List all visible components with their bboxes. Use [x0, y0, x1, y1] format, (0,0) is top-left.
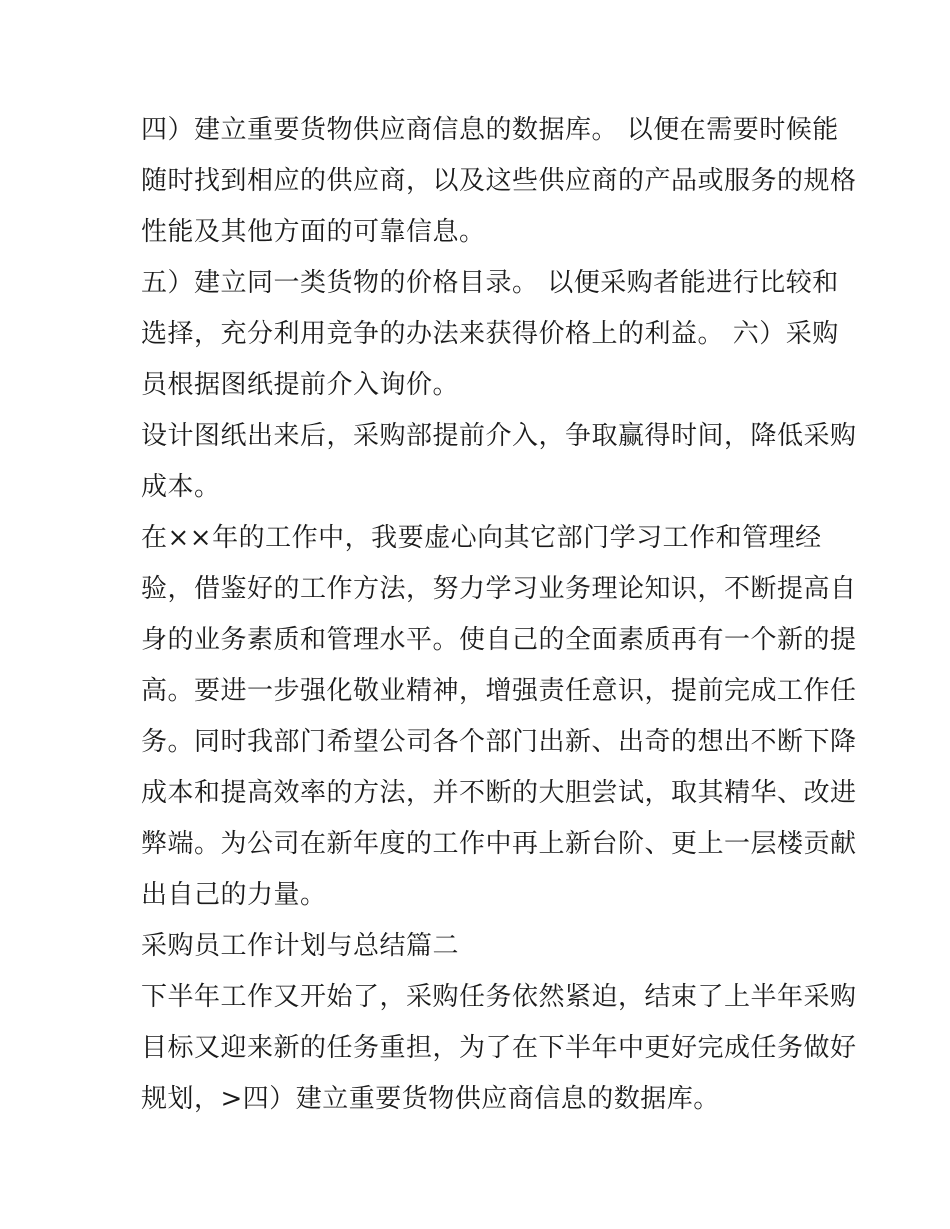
text-line: 规划，>四）建立重要货物供应商信息的数据库。	[141, 1084, 720, 1114]
text-line: 选择，充分利用竞争的办法来获得价格上的利益。 六）采购	[141, 319, 839, 349]
document-body	[141, 105, 857, 1125]
text-line: 成本。	[141, 472, 221, 502]
text-line: 出自己的力量。	[141, 880, 327, 910]
text-line: 五）建立同一类货物的价格目录。 以便采购者能进行比较和	[141, 268, 839, 298]
text-line: 员根据图纸提前介入询价。	[141, 370, 460, 400]
text-line: 目标又迎来新的任务重担，为了在下半年中更好完成任务做好	[141, 1033, 857, 1063]
text-line: 性能及其他方面的可靠信息。	[141, 217, 486, 247]
text-line: 务。同时我部门希望公司各个部门出新、出奇的想出不断下降	[141, 727, 857, 757]
section-heading: 采购员工作计划与总结篇二	[141, 931, 460, 961]
text-line: 随时找到相应的供应商，以及这些供应商的产品或服务的规格	[141, 166, 857, 196]
text-line: 设计图纸出来后，采购部提前介入，争取赢得时间，降低采购	[141, 421, 857, 451]
text-line: 高。要进一步强化敬业精神，增强责任意识，提前完成工作任	[141, 676, 857, 706]
text-line: 下半年工作又开始了，采购任务依然紧迫，结束了上半年采购	[141, 982, 857, 1012]
text-line: 弊端。为公司在新年度的工作中再上新台阶、更上一层楼贡献	[141, 829, 857, 859]
text-line: 验，借鉴好的工作方法，努力学习业务理论知识，不断提高自	[141, 574, 857, 604]
text-line: 四）建立重要货物供应商信息的数据库。 以便在需要时候能	[141, 115, 839, 145]
text-line: 成本和提高效率的方法，并不断的大胆尝试，取其精华、改进	[141, 778, 857, 808]
text-line: 在××年的工作中，我要虚心向其它部门学习工作和管理经	[141, 523, 822, 553]
text-line: 身的业务素质和管理水平。使自己的全面素质再有一个新的提	[141, 625, 857, 655]
